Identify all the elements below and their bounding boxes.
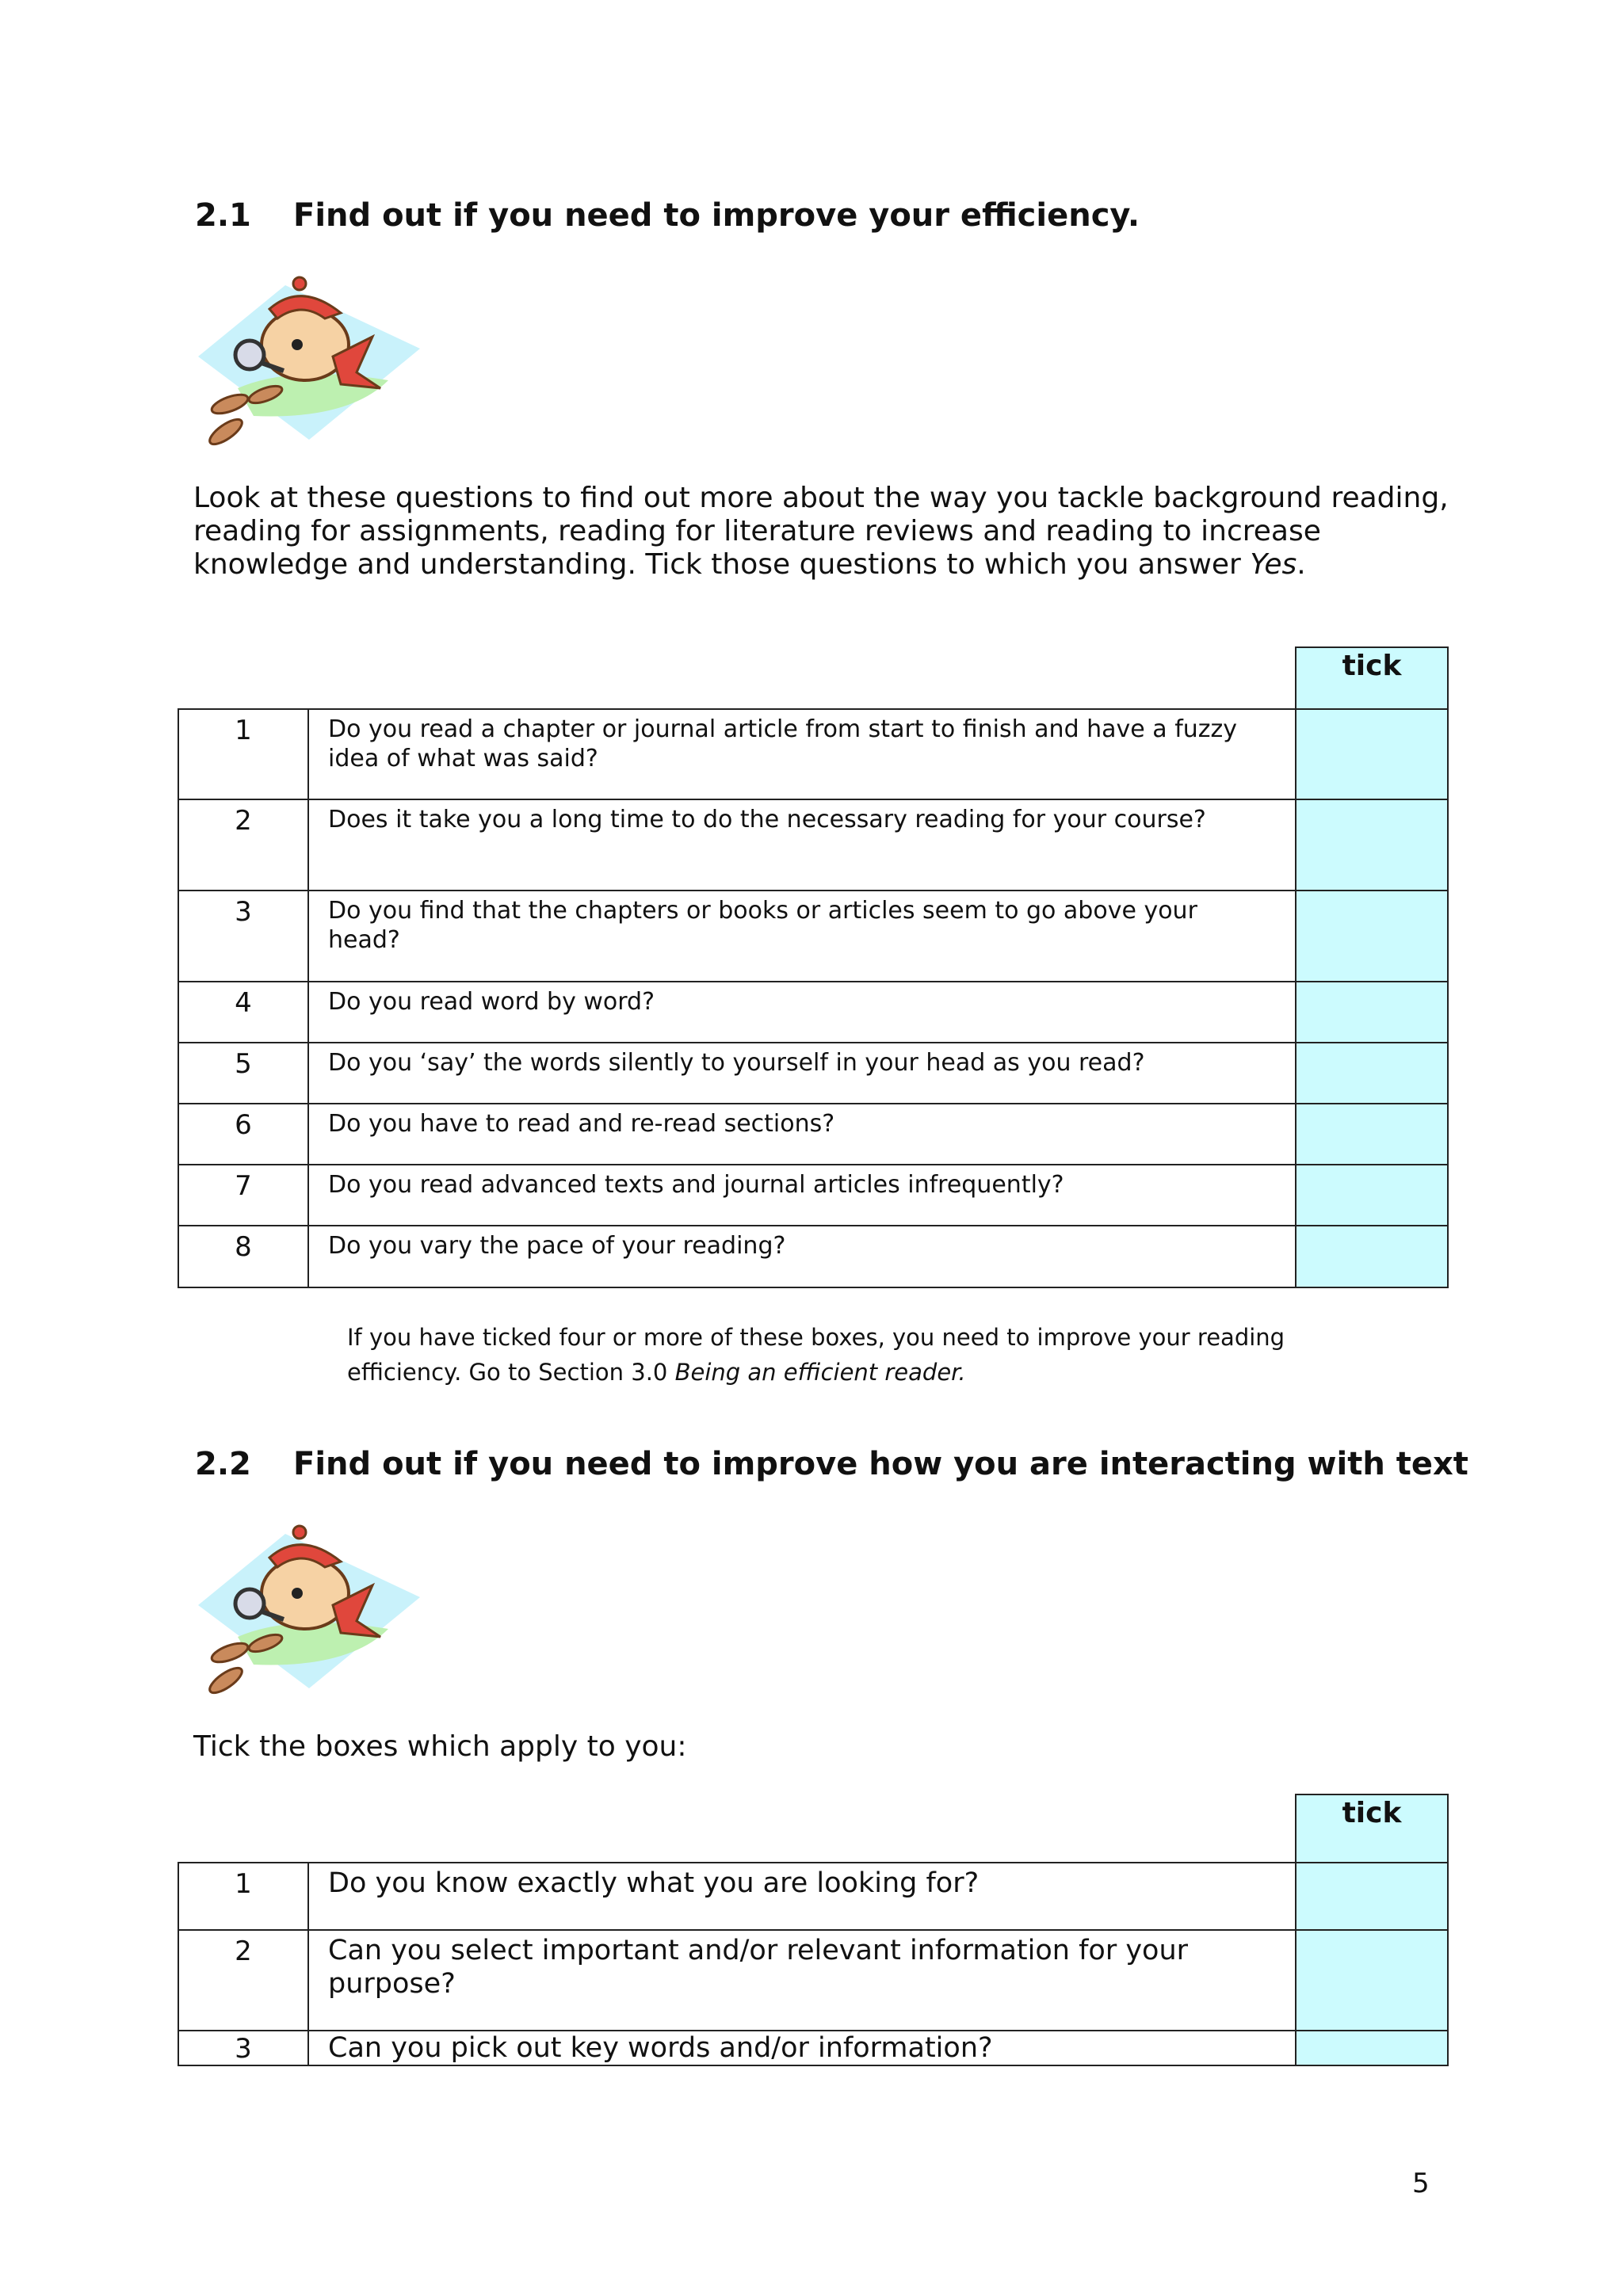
blank-cell — [308, 1794, 1296, 1863]
section-number: 2.2 — [195, 1446, 251, 1482]
intro-text: Look at these questions to find out more about the way you tackle background reading, reading for assignments, reading for literature reviews and reading to increase knowledge and understanding. Tick those questions to which you answer — [193, 482, 1449, 581]
table-row — [178, 982, 1448, 1043]
section-number: 2.1 — [195, 197, 251, 234]
tick-box[interactable] — [1296, 1165, 1448, 1226]
tick-box[interactable] — [1296, 2031, 1448, 2065]
table-row — [178, 1226, 1448, 1287]
question-text: Can you select important and/or relevant information for your purpose? — [308, 1930, 1296, 2031]
question-number: 1 — [178, 1863, 308, 1930]
tick-box[interactable] — [1296, 891, 1448, 982]
question-number: 7 — [178, 1165, 308, 1226]
tick-box[interactable] — [1296, 1930, 1448, 2031]
detective-clipart-icon — [190, 269, 420, 452]
question-number: 8 — [178, 1226, 308, 1287]
tick-box[interactable] — [1296, 709, 1448, 799]
question-number: 2 — [178, 1930, 308, 2031]
note-text: If you have ticked four or more of these boxes, you need to improve your reading efficiency. Go to Section 3.0 — [347, 1324, 1285, 1386]
question-number: 5 — [178, 1043, 308, 1104]
question-text: Can you pick out key words and/or information? — [308, 2031, 1296, 2065]
tick-column-header: tick — [1296, 1794, 1448, 1863]
interaction-questions-table — [178, 1794, 1449, 2066]
question-text: Do you find that the chapters or books or articles seem to go above your head? — [308, 891, 1296, 982]
question-text: Do you have to read and re-read sections? — [308, 1104, 1296, 1165]
tick-box[interactable] — [1296, 982, 1448, 1043]
question-text: Do you read a chapter or journal article from start to finish and have a fuzzy idea of what was said? — [308, 709, 1296, 799]
question-number: 1 — [178, 709, 308, 799]
section-title: Find out if you need to improve how you are interacting with text — [293, 1446, 1468, 1482]
question-text: Do you read word by word? — [308, 982, 1296, 1043]
note-emphasis: Being an efficient reader. — [674, 1359, 966, 1386]
table-row — [178, 709, 1448, 799]
tick-box[interactable] — [1296, 799, 1448, 891]
section-heading-2-2 — [195, 1445, 1468, 1483]
section-heading-2-1 — [195, 196, 1140, 235]
table-row — [178, 891, 1448, 982]
question-text: Do you ‘say’ the words silently to yourself in your head as you read? — [308, 1043, 1296, 1104]
question-text: Do you know exactly what you are looking for? — [308, 1863, 1296, 1930]
page-number: 5 — [1412, 2168, 1430, 2199]
question-number: 4 — [178, 982, 308, 1043]
question-text: Do you read advanced texts and journal articles infrequently? — [308, 1165, 1296, 1226]
question-number: 2 — [178, 799, 308, 891]
intro-emphasis: Yes — [1250, 548, 1297, 581]
table-row — [178, 1043, 1448, 1104]
blank-cell — [178, 1794, 308, 1863]
tick-box[interactable] — [1296, 1104, 1448, 1165]
efficiency-questions-table — [178, 646, 1449, 1288]
result-note — [347, 1320, 1298, 1390]
question-text: Does it take you a long time to do the necessary reading for your course? — [308, 799, 1296, 891]
table-row — [178, 1165, 1448, 1226]
question-number: 3 — [178, 2031, 308, 2065]
question-number: 6 — [178, 1104, 308, 1165]
tick-box[interactable] — [1296, 1863, 1448, 1930]
intro-paragraph — [193, 482, 1461, 582]
detective-clipart-icon — [190, 1518, 420, 1700]
table-row — [178, 1930, 1448, 2031]
blank-cell — [178, 647, 308, 709]
tick-box[interactable] — [1296, 1043, 1448, 1104]
table-row — [178, 1863, 1448, 1930]
table-row — [178, 1104, 1448, 1165]
table-row — [178, 2031, 1448, 2065]
intro-2: Tick the boxes which apply to you: — [193, 1730, 687, 1763]
tick-box[interactable] — [1296, 1226, 1448, 1287]
question-number: 3 — [178, 891, 308, 982]
section-title: Find out if you need to improve your efficiency. — [293, 197, 1140, 234]
blank-cell — [308, 647, 1296, 709]
question-text: Do you vary the pace of your reading? — [308, 1226, 1296, 1287]
intro-end: . — [1296, 548, 1306, 581]
table-row — [178, 799, 1448, 891]
tick-column-header: tick — [1296, 647, 1448, 709]
